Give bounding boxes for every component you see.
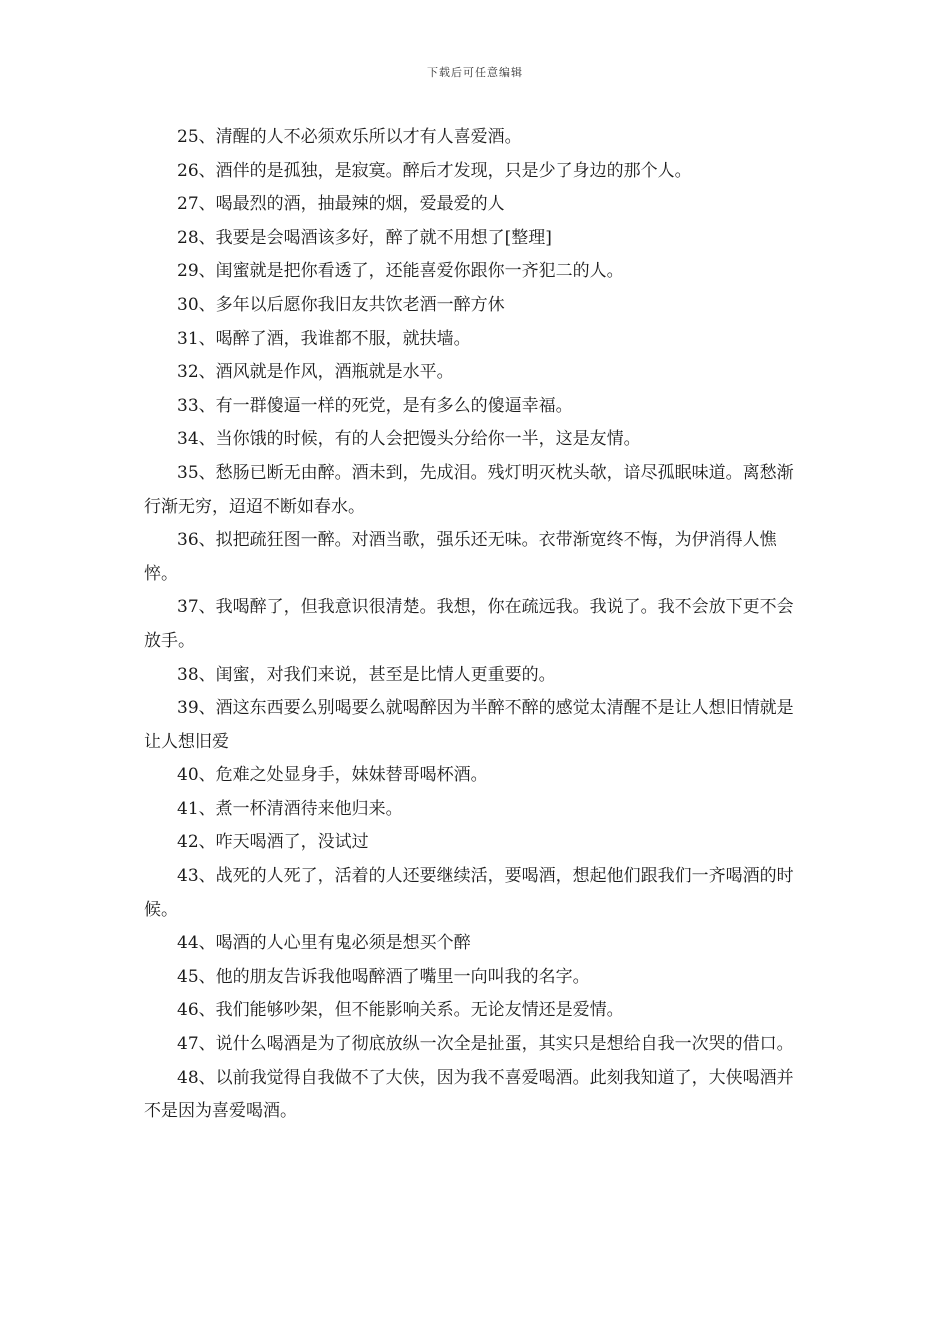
list-item: 36、拟把疏狂图一醉。对酒当歌，强乐还无味。衣带渐宽终不悔，为伊消得人憔悴。 [144, 530, 777, 584]
list-item: 30、多年以后愿你我旧友共饮老酒一醉方休 [177, 294, 505, 315]
list-item: 32、酒风就是作风，酒瓶就是水平。 [177, 362, 454, 383]
list-item: 38、闺蜜，对我们来说，甚至是比情人更重要的。 [177, 664, 556, 685]
list-item: 43、战死的人死了，活着的人还要继续活，要喝酒，想起他们跟我们一齐喝酒的时候。 [144, 866, 794, 920]
list-item: 40、危难之处显身手，妹妹替哥喝杯酒。 [177, 765, 488, 786]
list-item: 28、我要是会喝酒该多好，醉了就不用想了[整理] [177, 227, 552, 248]
quote-list [144, 121, 810, 1129]
list-item: 46、我们能够吵架，但不能影响关系。无论友情还是爱情。 [177, 1000, 624, 1021]
list-item: 44、喝酒的人心里有鬼必须是想买个醉 [177, 933, 471, 954]
list-item: 39、酒这东西要么别喝要么就喝醉因为半醉不醉的感觉太清醒不是让人想旧情就是让人想旧爱 [144, 698, 794, 752]
list-item: 34、当你饿的时候，有的人会把馒头分给你一半，这是友情。 [177, 429, 641, 450]
list-item: 41、煮一杯清酒待来他归来。 [177, 798, 403, 819]
list-item: 33、有一群傻逼一样的死党，是有多么的傻逼幸福。 [177, 395, 573, 416]
list-item: 37、我喝醉了，但我意识很清楚。我想，你在疏远我。我说了。我不会放下更不会放手。 [144, 597, 794, 651]
list-item: 42、咋天喝酒了，没试过 [177, 832, 369, 853]
page-header: 下载后可任意编辑 [427, 66, 523, 79]
list-item: 45、他的朋友告诉我他喝醉酒了嘴里一向叫我的名字。 [177, 966, 590, 987]
list-item: 31、喝醉了酒，我谁都不服，就扶墙。 [177, 328, 471, 349]
list-item: 35、愁肠已断无由醉。酒未到，先成泪。残灯明灭枕头欹，谙尽孤眠味道。离愁渐行渐无穷，迢迢不断如春水。 [144, 462, 794, 517]
list-item: 26、酒伴的是孤独，是寂寞。醉后才发现，只是少了身边的那个人。 [177, 160, 692, 181]
list-item: 47、说什么喝酒是为了彻底放纵一次全是扯蛋，其实只是想给自我一次哭的借口。 [177, 1034, 794, 1055]
list-item: 48、以前我觉得自我做不了大侠，因为我不喜爱喝酒。此刻我知道了，大侠喝酒并不是因为喜爱喝酒。 [144, 1067, 794, 1122]
list-item: 25、清醒的人不必须欢乐所以才有人喜爱酒。 [177, 127, 522, 147]
list-item: 29、闺蜜就是把你看透了，还能喜爱你跟你一齐犯二的人。 [177, 261, 624, 282]
list-item: 27、喝最烈的酒，抽最辣的烟，爱最爱的人 [177, 194, 505, 215]
